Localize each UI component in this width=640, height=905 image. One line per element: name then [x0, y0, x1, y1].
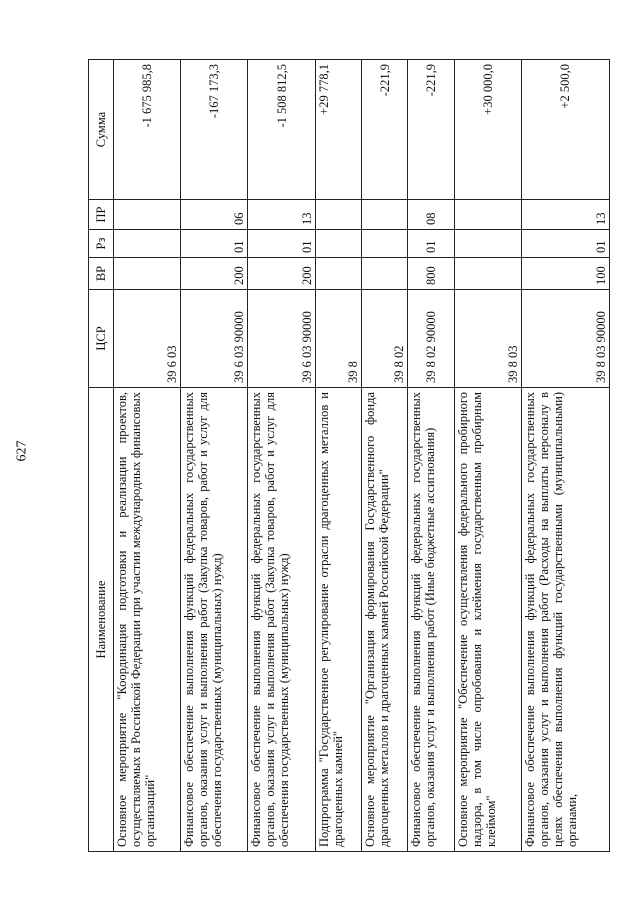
row-rz	[454, 230, 521, 258]
header-pr: ПР	[89, 200, 114, 230]
header-row	[89, 60, 114, 852]
row-csr: 39 6 03 90000	[248, 290, 315, 388]
budget-table-rotated	[88, 60, 610, 852]
row-pr: 08	[408, 200, 454, 230]
row-rz	[114, 230, 181, 258]
row-vr	[454, 258, 521, 290]
row-pr	[114, 200, 181, 230]
table-row	[408, 60, 454, 852]
row-csr: 39 6 03	[114, 290, 181, 388]
row-pr	[454, 200, 521, 230]
row-name: Подпрограмма "Государственное регулирование отрасли драгоценных металлов и драгоценных камней"	[315, 388, 361, 852]
row-name: Основное мероприятие "Организация формирования Государственного фонда драгоценных металлов и драгоценных камней Российской Федерации"	[361, 388, 407, 852]
row-vr: 800	[408, 258, 454, 290]
row-sum: -167 173,3	[181, 60, 248, 200]
row-vr: 200	[181, 258, 248, 290]
row-vr: 200	[248, 258, 315, 290]
header-vr: ВР	[89, 258, 114, 290]
table-row	[315, 60, 361, 852]
row-rz	[315, 230, 361, 258]
row-rz: 01	[248, 230, 315, 258]
row-sum: +29 778,1	[315, 60, 361, 200]
row-name: Финансовое обеспечение выполнения функций федеральных государственных органов, оказания услуг и выполнения работ (Закупка товаров, работ и услуг для обеспечения государственных (муниципальных) нужд)	[181, 388, 248, 852]
row-pr	[315, 200, 361, 230]
row-pr	[361, 200, 407, 230]
row-pr: 13	[248, 200, 315, 230]
page-number: 627	[14, 440, 30, 462]
row-vr	[114, 258, 181, 290]
row-sum: -221,9	[361, 60, 407, 200]
row-name: Основное мероприятие "Координация подготовки и реализации проектов, осуществляемых в Российской Федерации при участии международных финансовых организаций"	[114, 388, 181, 852]
row-csr: 39 8 03	[454, 290, 521, 388]
table-row	[521, 60, 609, 852]
row-pr: 06	[181, 200, 248, 230]
budget-table	[88, 59, 610, 852]
row-name: Основное мероприятие "Обеспечение осуществления федерального пробирного надзора, в том числе опробования и клеймения государственным пробирным клеймом"	[454, 388, 521, 852]
row-csr: 39 8	[315, 290, 361, 388]
row-sum: +2 500,0	[521, 60, 609, 200]
row-name: Финансовое обеспечение выполнения функций федеральных государственных органов, оказания услуг и выполнения работ (Расходы на выплаты персоналу в целях обеспечения выполнения функций государственными (муниципальными) органами,	[521, 388, 609, 852]
table-row	[181, 60, 248, 852]
row-vr	[315, 258, 361, 290]
row-vr	[361, 258, 407, 290]
header-csr: ЦСР	[89, 290, 114, 388]
table-row	[361, 60, 407, 852]
table-row	[454, 60, 521, 852]
row-sum: -1 675 985,8	[114, 60, 181, 200]
row-csr: 39 8 02	[361, 290, 407, 388]
header-rz: Рз	[89, 230, 114, 258]
row-sum: +30 000,0	[454, 60, 521, 200]
row-name: Финансовое обеспечение выполнения функций федеральных государственных органов, оказания услуг и выполнения работ (Иные бюджетные ассигнования)	[408, 388, 454, 852]
row-sum: -221,9	[408, 60, 454, 200]
row-vr: 100	[521, 258, 609, 290]
row-csr: 39 6 03 90000	[181, 290, 248, 388]
row-rz: 01	[408, 230, 454, 258]
row-sum: -1 508 812,5	[248, 60, 315, 200]
row-pr: 13	[521, 200, 609, 230]
table-row	[114, 60, 181, 852]
table-row	[248, 60, 315, 852]
row-rz: 01	[181, 230, 248, 258]
row-csr: 39 8 02 90000	[408, 290, 454, 388]
row-name: Финансовое обеспечение выполнения функций федеральных государственных органов, оказания услуг и выполнения работ (Закупка товаров, работ и услуг для обеспечения государственных (муниципальных) нужд)	[248, 388, 315, 852]
header-sum: Сумма	[89, 60, 114, 200]
row-csr: 39 8 03 90000	[521, 290, 609, 388]
header-name: Наименование	[89, 388, 114, 852]
row-rz	[361, 230, 407, 258]
row-rz: 01	[521, 230, 609, 258]
